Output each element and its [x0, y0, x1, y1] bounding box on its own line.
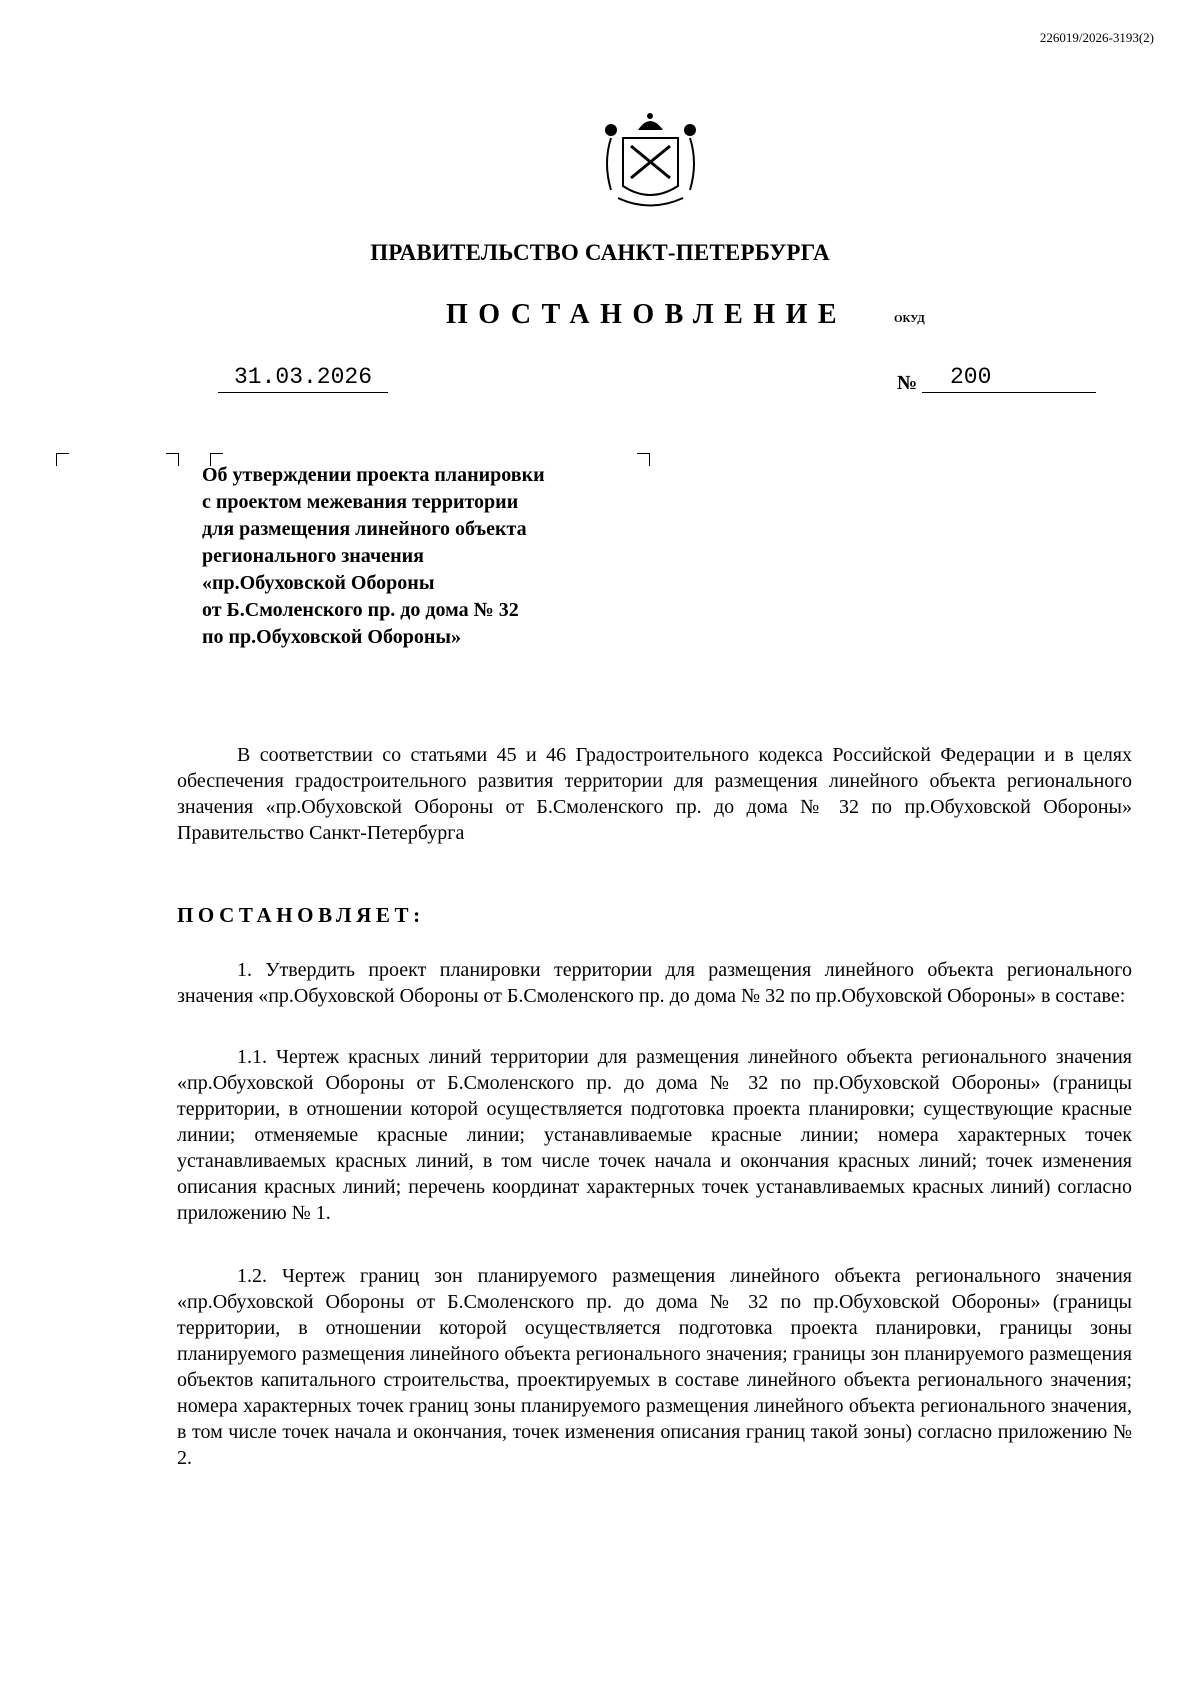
margin-corner-mark	[166, 453, 179, 466]
okud-label: ОКУД	[894, 313, 925, 325]
subject-line: по пр.Обуховской Обороны»	[202, 626, 461, 648]
number-label: №	[897, 372, 918, 394]
subject-corner-mark	[637, 453, 650, 466]
registration-number: 226019/2026-3193(2)	[1039, 30, 1154, 45]
subject-line: для размещения линейного объекта	[202, 518, 527, 540]
document-subject	[202, 462, 632, 651]
subject-line: с проектом межевания территории	[202, 491, 519, 513]
organization-title: ПРАВИТЕЛЬСТВО САНКТ-ПЕТЕРБУРГА	[370, 240, 830, 265]
subject-line: «пр.Обуховской Обороны	[202, 572, 435, 594]
document-number: 200	[922, 364, 1096, 393]
document-date: 31.03.2026	[218, 364, 388, 393]
preamble-paragraph: В соответствии со статьями 45 и 46 Градостроительного кодекса Российской Федерации и в целях обеспечения градостроительного развития территории для размещения линейного объекта регионального значения «пр.Обуховской Обороны от Б.Смоленского пр. до дома № 32 по пр.Обуховской Обороны» Правительство Санкт-Петербурга	[177, 744, 1132, 844]
subject-line: Об утверждении проекта планировки	[202, 464, 545, 486]
clause-1: 1. Утвердить проект планировки территории для размещения линейного объекта регионального значения «пр.Обуховской Обороны от Б.Смоленского пр. до дома № 32 по пр.Обуховской Обороны» в составе:	[177, 959, 1132, 1007]
spb-coat-of-arms-icon	[593, 108, 708, 213]
clause-1-1: 1.1. Чертеж красных линий территории для размещения линейного объекта регионального значения «пр.Обуховской Обороны от Б.Смоленского пр. до дома № 32 по пр.Обуховской Обороны» (границы территории, в отношении которой осуществляется подготовка проекта планировки; существующие красные линии; отменяемые красные линии; устанавливаемые красные линии; номера характерных точек устанавливаемых красных линий, в том числе точек начала и окончания красных линий; точек изменения описания красных линий; перечень координат характерных точек устанавливаемых красных линий) согласно приложению № 1.	[177, 1046, 1132, 1224]
document-type: ПОСТАНОВЛЕНИЕ	[446, 299, 848, 330]
subject-line: регионального значения	[202, 545, 424, 567]
resolves-heading: ПОСТАНОВЛЯЕТ:	[177, 903, 425, 927]
clause-1-2: 1.2. Чертеж границ зон планируемого размещения линейного объекта регионального значения «пр.Обуховской Обороны от Б.Смоленского пр. до дома № 32 по пр.Обуховской Обороны» (границы территории, в отношении которой осуществляется подготовка проекта планировки, границы зоны планируемого размещения линейного объекта регионального значения; границы зон планируемого размещения объектов капитального строительства, проектируемых в составе линейного объекта регионального значения; номера характерных точек границ зоны планируемого размещения линейного объекта регионального значения, в том числе точек начала и окончания, точек изменения описания границ такой зоны) согласно приложению № 2.	[177, 1265, 1132, 1469]
subject-line: от Б.Смоленского пр. до дома № 32	[202, 599, 519, 621]
margin-corner-mark	[56, 453, 69, 466]
